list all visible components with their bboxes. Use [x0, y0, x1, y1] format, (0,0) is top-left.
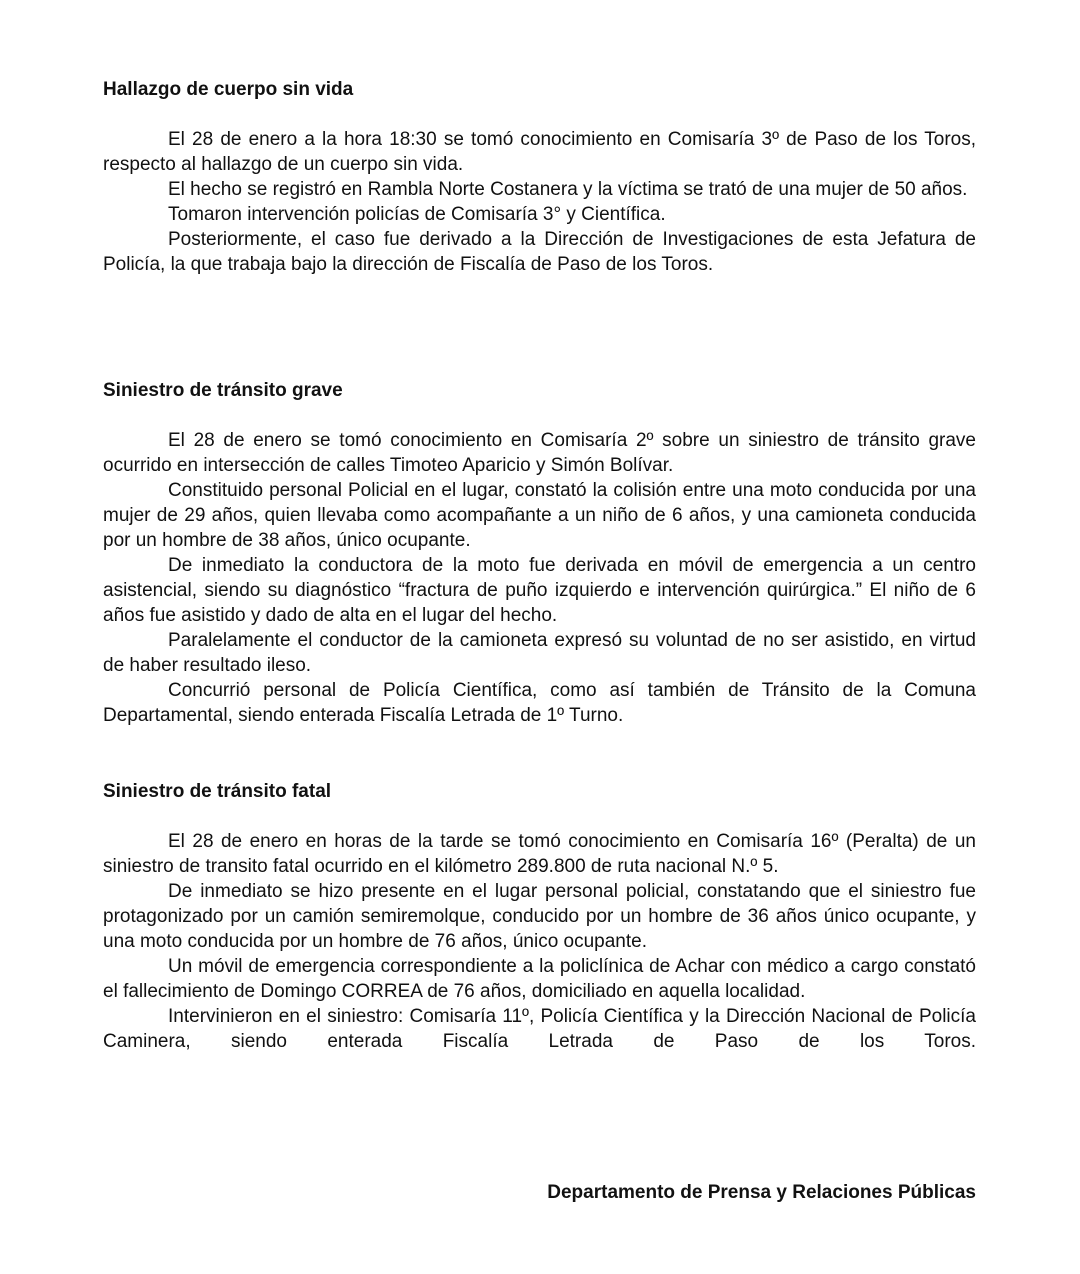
signature-department: Departamento de Prensa y Relaciones Públicas [547, 1182, 976, 1203]
paragraph: De inmediato se hizo presente en el lugar personal policial, constatando que el siniestro fue protagonizado por un camión semiremolque, conducido por un hombre de 36 años único ocupante, y una moto conducida por un hombre de 76 años, único ocupante. [103, 881, 976, 952]
paragraph: Paralelamente el conductor de la camioneta expresó su voluntad de no ser asistido, en virtud de haber resultado ileso. [103, 630, 976, 676]
paragraph: Tomaron intervención policías de Comisaría 3° y Científica. [168, 204, 666, 225]
paragraph: Intervinieron en el siniestro: Comisaría 11º, Policía Científica y la Dirección Nacional de Policía Caminera, siendo enterada Fiscalía Letrada de Paso de los Toros. [103, 1006, 976, 1052]
paragraph: Un móvil de emergencia correspondiente a la policlínica de Achar con médico a cargo constató el fallecimiento de Domingo CORREA de 76 años, domiciliado en aquella localidad. [103, 956, 976, 1002]
section-body-hallazgo [103, 127, 976, 277]
paragraph: Constituido personal Policial en el lugar, constató la colisión entre una moto conducida por una mujer de 29 años, quien llevaba como acompañante a un niño de 6 años, y una camioneta conducida por un hombre de 38 años, único ocupante. [103, 480, 976, 551]
paragraph: Concurrió personal de Policía Científica, como así también de Tránsito de la Comuna Departamental, siendo enterada Fiscalía Letrada de 1º Turno. [103, 680, 976, 726]
section-title-siniestro-grave: Siniestro de tránsito grave [103, 380, 343, 401]
section-title-hallazgo: Hallazgo de cuerpo sin vida [103, 79, 354, 100]
paragraph: El 28 de enero se tomó conocimiento en Comisaría 2º sobre un siniestro de tránsito grave ocurrido en intersección de calles Timoteo Aparicio y Simón Bolívar. [103, 430, 976, 476]
section-body-siniestro-grave [103, 428, 976, 728]
paragraph: El 28 de enero en horas de la tarde se tomó conocimiento en Comisaría 16º (Peralta) de un siniestro de transito fatal ocurrido en el kilómetro 289.800 de ruta nacional N.º 5. [103, 831, 976, 877]
paragraph: El 28 de enero a la hora 18:30 se tomó conocimiento en Comisaría 3º de Paso de los Toros, respecto al hallazgo de un cuerpo sin vida. [103, 129, 976, 175]
paragraph: De inmediato la conductora de la moto fue derivada en móvil de emergencia a un centro asistencial, siendo su diagnóstico “fractura de puño izquierdo e intervención quirúrgica.” El niño de 6 años fue asistido y dado de alta en el lugar del hecho. [103, 555, 976, 626]
section-title-siniestro-fatal: Siniestro de tránsito fatal [103, 781, 332, 802]
section-body-siniestro-fatal [103, 829, 976, 1054]
paragraph: Posteriormente, el caso fue derivado a la Dirección de Investigaciones de esta Jefatura de Policía, la que trabaja bajo la dirección de Fiscalía de Paso de los Toros. [103, 229, 976, 275]
paragraph: El hecho se registró en Rambla Norte Costanera y la víctima se trató de una mujer de 50 años. [168, 179, 968, 200]
